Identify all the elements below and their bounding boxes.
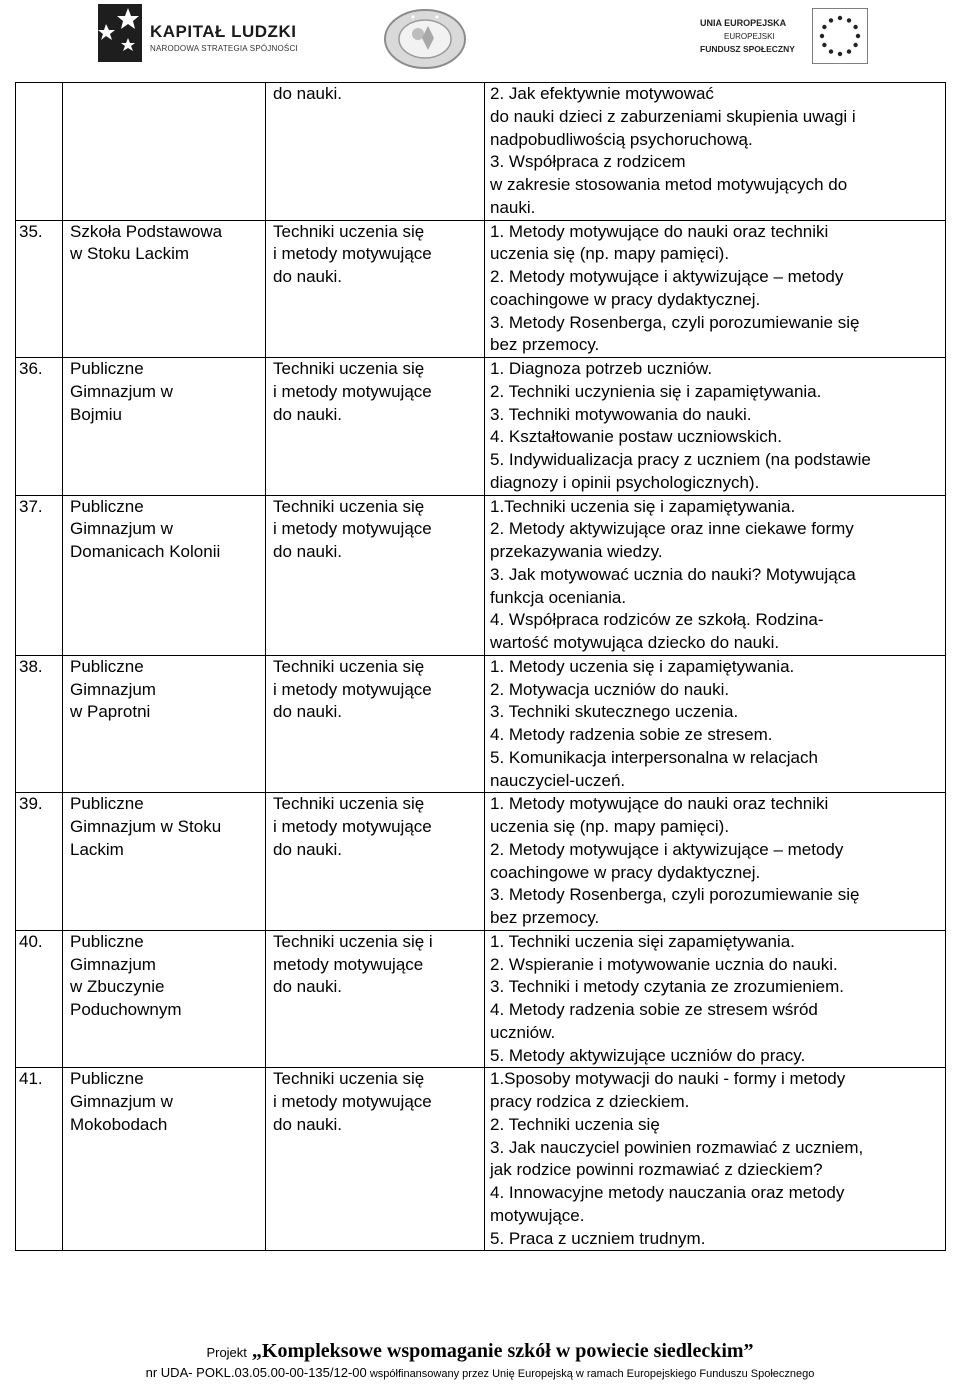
cell-school bbox=[63, 930, 266, 1068]
cell-techniques bbox=[266, 83, 485, 221]
table-row bbox=[16, 358, 946, 496]
topic-line: 4. Innowacyjne metody nauczania oraz metody bbox=[490, 1183, 845, 1202]
topic-line: funkcja oceniania. bbox=[490, 587, 627, 607]
topic-line: 5. Metody aktywizujące uczniów do pracy. bbox=[490, 1045, 806, 1065]
cell-techniques bbox=[266, 220, 485, 358]
table-row bbox=[16, 655, 946, 793]
topic-line: uczenia się (np. mapy pamięci). bbox=[490, 817, 730, 836]
topic-line: motywujące. bbox=[490, 1205, 585, 1225]
topic-line: 5. Indywidualizacja pracy z uczniem (na podstawie bbox=[490, 450, 871, 469]
ue-line2: EUROPEJSKI bbox=[724, 32, 775, 41]
topic-line: uczenia się (np. mapy pamięci). bbox=[490, 244, 730, 264]
cell-school bbox=[63, 220, 266, 358]
techniques-line: do nauki. bbox=[273, 267, 342, 286]
cell-nr bbox=[16, 495, 63, 655]
techniques-line: i metody motywujące bbox=[273, 244, 432, 264]
techniques-line: do nauki. bbox=[273, 1114, 342, 1134]
topic-line: 1. Techniki uczenia sięi zapamiętywania. bbox=[490, 931, 795, 951]
school-name-line: Domanicach Kolonii bbox=[70, 542, 221, 561]
cell-nr bbox=[16, 83, 63, 221]
techniques-line: Techniki uczenia się bbox=[273, 794, 425, 814]
topic-line: 1. Metody motywujące do nauki oraz techniki bbox=[490, 794, 829, 814]
cell-techniques bbox=[266, 655, 485, 793]
topic-line: 4. Metody radzenia sobie ze stresem. bbox=[490, 725, 773, 744]
table-row bbox=[16, 930, 946, 1068]
techniques-line: Techniki uczenia się i bbox=[273, 931, 433, 951]
school-name-line: Publiczne bbox=[70, 496, 144, 516]
school-name-line: Mokobodach bbox=[70, 1114, 168, 1134]
cell-techniques bbox=[266, 495, 485, 655]
techniques-line: i metody motywujące bbox=[273, 381, 432, 401]
row-number: 38. bbox=[19, 656, 43, 676]
cell-topics bbox=[485, 220, 946, 358]
kapital-ludzki-subtitle: NARODOWA STRATEGIA SPÓJNOŚCI bbox=[150, 44, 298, 53]
school-name-line: Szkoła Podstawowa bbox=[70, 221, 223, 241]
topic-line: nadpobudliwością psychoruchową. bbox=[490, 129, 753, 149]
cell-nr bbox=[16, 1068, 63, 1251]
topic-line: bez przemocy. bbox=[490, 335, 600, 355]
school-name-line: Poduchownym bbox=[70, 1000, 182, 1019]
techniques-line: do nauki. bbox=[273, 839, 342, 859]
footer-project-number: nr UDA- POKL.03.05.00-00-135/12-00 bbox=[145, 1365, 367, 1380]
topic-line: 3. Współpraca z rodzicem bbox=[490, 152, 686, 172]
topic-line: 5. Praca z uczniem trudnym. bbox=[490, 1228, 706, 1248]
school-name-line: Publiczne bbox=[70, 931, 144, 951]
powiat-siedlecki-logo bbox=[382, 8, 468, 70]
school-name-line: Bojmiu bbox=[70, 404, 122, 424]
unia-europejska-logo bbox=[672, 8, 872, 68]
topic-line: 1. Metody motywujące do nauki oraz techniki bbox=[490, 221, 829, 241]
cell-school bbox=[63, 83, 266, 221]
footer-funding-text: współfinansowany przez Unię Europejską w ramach Europejskiego Funduszu Społecznego bbox=[369, 1368, 815, 1380]
cell-school bbox=[63, 358, 266, 496]
topic-line: przekazywania wiedzy. bbox=[490, 542, 663, 561]
cell-topics bbox=[485, 655, 946, 793]
school-name-line: Lackim bbox=[70, 839, 124, 859]
topic-line: 5. Komunikacja interpersonalna w relacjach bbox=[490, 747, 818, 767]
cell-nr bbox=[16, 655, 63, 793]
techniques-line: i metody motywujące bbox=[273, 679, 432, 699]
cell-school bbox=[63, 655, 266, 793]
eu-flag-icon bbox=[812, 8, 868, 64]
topic-line: 2. Wspieranie i motywowanie ucznia do nauki. bbox=[490, 954, 838, 974]
school-name-line: Publiczne bbox=[70, 656, 144, 676]
techniques-line: do nauki. bbox=[273, 702, 342, 722]
school-name-line: Gimnazjum w Stoku bbox=[70, 817, 222, 836]
school-name-line: Gimnazjum w bbox=[70, 519, 173, 539]
techniques-line: i metody motywujące bbox=[273, 1092, 432, 1111]
techniques-line: Techniki uczenia się bbox=[273, 496, 425, 516]
cell-techniques bbox=[266, 1068, 485, 1251]
table-row-continuation bbox=[16, 83, 946, 221]
topic-line: 3. Techniki motywowania do nauki. bbox=[490, 404, 752, 424]
footer-project-title: „Kompleksowe wspomaganie szkół w powiecie siedleckim” bbox=[251, 1340, 754, 1362]
cell-school bbox=[63, 495, 266, 655]
topic-line: wartość motywująca dziecko do nauki. bbox=[490, 633, 780, 652]
school-name-line: Publiczne bbox=[70, 359, 144, 378]
school-name-line: Publiczne bbox=[70, 1069, 144, 1089]
topic-line: 2. Motywacja uczniów do nauki. bbox=[490, 679, 730, 699]
row-number: 41. bbox=[19, 1069, 43, 1089]
cell-topics bbox=[485, 930, 946, 1068]
topic-line: 1.Techniki uczenia się i zapamiętywania. bbox=[490, 496, 796, 516]
school-name-line: w Zbuczynie bbox=[70, 977, 165, 997]
cell-school bbox=[63, 793, 266, 931]
cell-nr bbox=[16, 358, 63, 496]
row-number: 40. bbox=[19, 931, 43, 951]
topic-line: 4. Kształtowanie postaw uczniowskich. bbox=[490, 427, 782, 447]
topic-line: 2. Metody motywujące i aktywizujące – metody bbox=[490, 267, 844, 286]
footer-project-label: Projekt bbox=[206, 1345, 247, 1360]
topic-line: 3. Jak motywować ucznia do nauki? Motywująca bbox=[490, 564, 856, 584]
topic-line: 2. Techniki uczynienia się i zapamiętywania. bbox=[490, 381, 822, 401]
school-name-line: Publiczne bbox=[70, 794, 144, 814]
ue-line1: UNIA EUROPEJSKA bbox=[700, 18, 787, 28]
techniques-line: Techniki uczenia się bbox=[273, 359, 425, 378]
topic-line: 1. Diagnoza potrzeb uczniów. bbox=[490, 359, 713, 378]
topic-line: 4. Metody radzenia sobie ze stresem wśród bbox=[490, 1000, 818, 1019]
row-number: 37. bbox=[19, 496, 43, 516]
topic-line: 1.Sposoby motywacji do nauki - formy i metody bbox=[490, 1069, 846, 1089]
row-number: 36. bbox=[19, 359, 43, 378]
cell-topics bbox=[485, 358, 946, 496]
cell-nr bbox=[16, 793, 63, 931]
school-name-line: Gimnazjum w bbox=[70, 381, 173, 401]
topic-line: 3. Metody Rosenberga, czyli porozumiewanie się bbox=[490, 885, 860, 905]
table-row bbox=[16, 1068, 946, 1251]
school-name-line: w Paprotni bbox=[70, 702, 151, 722]
cell-topics bbox=[485, 793, 946, 931]
topic-line: 1. Metody uczenia się i zapamiętywania. bbox=[490, 656, 795, 676]
techniques-line: do nauki. bbox=[273, 404, 342, 424]
cell-techniques bbox=[266, 930, 485, 1068]
topic-line: 2. Metody aktywizujące oraz inne ciekawe formy bbox=[490, 519, 854, 539]
topic-line: 4. Współpraca rodziców ze szkołą. Rodzina- bbox=[490, 610, 824, 630]
row-number: 35. bbox=[19, 221, 43, 241]
topic-line: 2. Metody motywujące i aktywizujące – metody bbox=[490, 839, 844, 859]
ue-line3: FUNDUSZ SPOŁECZNY bbox=[700, 44, 795, 54]
school-name-line: Gimnazjum bbox=[70, 954, 156, 974]
techniques-line: i metody motywujące bbox=[273, 817, 432, 836]
table-row bbox=[16, 220, 946, 358]
school-name-line: w Stoku Lackim bbox=[70, 244, 190, 264]
topic-line: jak rodzice powinni rozmawiać z dzieckiem? bbox=[490, 1160, 823, 1180]
techniques-line: do nauki. bbox=[273, 84, 342, 103]
footer-project-line bbox=[0, 1340, 960, 1363]
cell-nr bbox=[16, 930, 63, 1068]
topic-line: bez przemocy. bbox=[490, 908, 600, 927]
cell-nr bbox=[16, 220, 63, 358]
techniques-line: i metody motywujące bbox=[273, 519, 432, 539]
school-name-line: Gimnazjum bbox=[70, 679, 156, 699]
topic-line: 2. Techniki uczenia się bbox=[490, 1114, 660, 1134]
techniques-line: do nauki. bbox=[273, 977, 342, 997]
topic-line: w zakresie stosowania metod motywujących do bbox=[490, 175, 848, 194]
topic-line: 3. Techniki skutecznego uczenia. bbox=[490, 702, 739, 722]
techniques-line: metody motywujące bbox=[273, 954, 424, 974]
topic-line: 2. Jak efektywnie motywować bbox=[490, 84, 714, 103]
topic-line: do nauki dzieci z zaburzeniami skupienia uwagi i bbox=[490, 106, 856, 126]
table-row bbox=[16, 793, 946, 931]
topic-line: coachingowe w pracy dydaktycznej. bbox=[490, 289, 761, 309]
techniques-line: do nauki. bbox=[273, 542, 342, 561]
kapital-ludzki-logo bbox=[98, 4, 298, 64]
topic-line: 3. Metody Rosenberga, czyli porozumiewanie się bbox=[490, 312, 860, 332]
school-name-line: Gimnazjum w bbox=[70, 1092, 173, 1111]
topic-line: nauki. bbox=[490, 197, 536, 217]
page-footer bbox=[0, 1340, 960, 1380]
row-number: 39. bbox=[19, 794, 43, 814]
techniques-line: Techniki uczenia się bbox=[273, 656, 425, 676]
schools-table bbox=[15, 82, 946, 1251]
topic-line: 3. Jak nauczyciel powinien rozmawiać z uczniem, bbox=[490, 1137, 864, 1157]
topic-line: pracy rodzica z dzieckiem. bbox=[490, 1092, 690, 1111]
cell-techniques bbox=[266, 793, 485, 931]
cell-topics bbox=[485, 1068, 946, 1251]
topic-line: coachingowe w pracy dydaktycznej. bbox=[490, 862, 761, 882]
cell-topics bbox=[485, 83, 946, 221]
techniques-line: Techniki uczenia się bbox=[273, 1069, 425, 1089]
topic-line: uczniów. bbox=[490, 1022, 556, 1042]
table-row bbox=[16, 495, 946, 655]
topic-line: nauczyciel-uczeń. bbox=[490, 770, 626, 790]
cell-topics bbox=[485, 495, 946, 655]
cell-school bbox=[63, 1068, 266, 1251]
cell-techniques bbox=[266, 358, 485, 496]
page-header bbox=[0, 0, 960, 80]
kapital-ludzki-title: KAPITAŁ LUDZKI bbox=[150, 22, 297, 41]
techniques-line: Techniki uczenia się bbox=[273, 221, 425, 241]
footer-funding-line bbox=[0, 1365, 960, 1380]
topic-line: 3. Techniki i metody czytania ze zrozumieniem. bbox=[490, 977, 845, 997]
topic-line: diagnozy i opinii psychologicznych). bbox=[490, 472, 760, 492]
